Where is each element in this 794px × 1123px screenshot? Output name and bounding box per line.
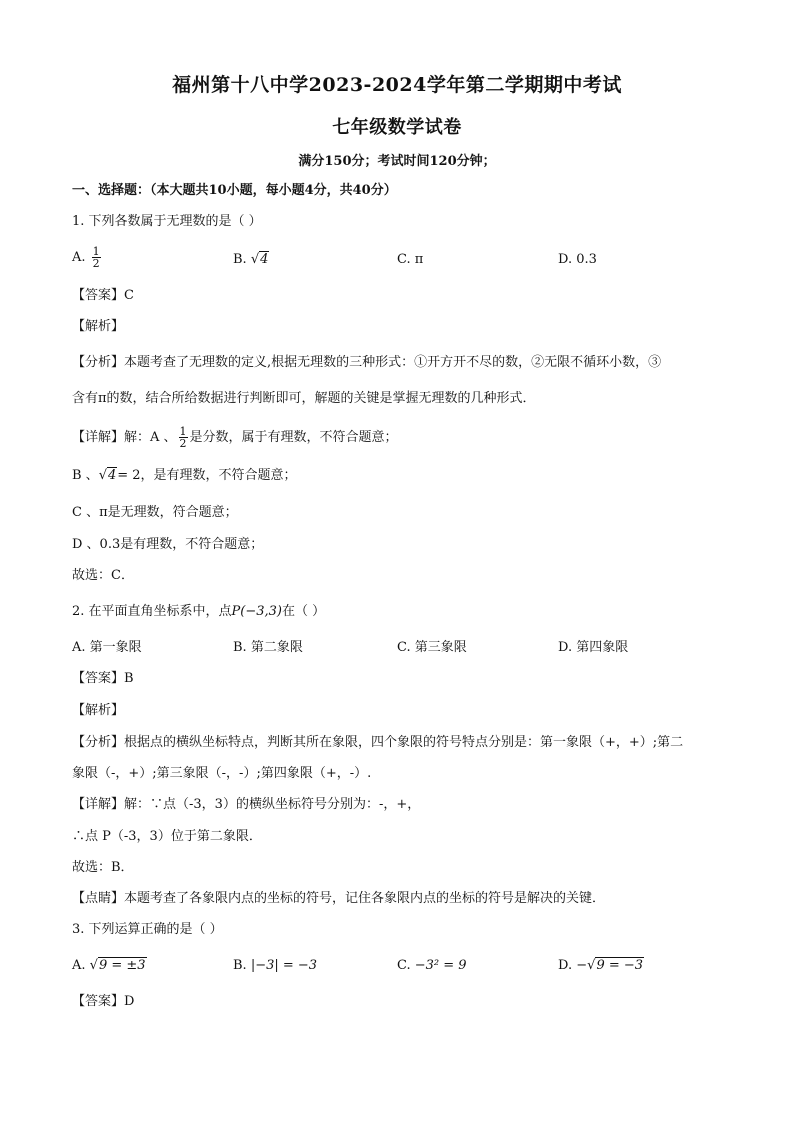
q1-answer: 【答案】C [72, 288, 134, 303]
q2-dianjing: 【点睛】本题考查了各象限内点的坐标的符号，记住各象限内点的坐标的符号是解决的关键． [72, 891, 606, 906]
q3-stem: 3. 下列运算正确的是（ ） [72, 922, 223, 937]
q1-fenxi-1: 【分析】本题考查了无理数的定义,根据无理数的三种形式：①开方开不尽的数，②无限不循环小数，③ [72, 355, 662, 370]
exam-title: 福州第十八中学2023-2024学年第二学期期中考试 [172, 74, 622, 96]
q1-xiangjie-d: D 、0.3是有理数，不符合题意； [72, 537, 264, 552]
section-heading: 一、选择题：（本大题共10小题，每小题4分，共40分） [72, 183, 397, 198]
q1-xiangjie-a: 【详解】解：A 、 $\frac{1}{2}$ 是分数，属于有理数，不符合题意； [72, 425, 398, 450]
q1-conclusion: 故选：C． [72, 568, 134, 583]
sqrt-expression: √9 = ±3 [89, 958, 146, 973]
q3-option-d: D. −√9 = −3 [558, 958, 644, 973]
q2-option-a: A. 第一象限 [72, 640, 142, 655]
q1-option-d: D. 0.3 [558, 252, 597, 267]
q3-option-c: C. −3² = 9 [397, 958, 467, 973]
q2-stem: 2. 在平面直角坐标系中，点P(−3,3)在（ ） [72, 604, 326, 619]
q2-xiangjie-2: ∴点 P（-3，3）位于第二象限． [72, 829, 262, 844]
exam-subtitle: 七年级数学试卷 [332, 117, 462, 138]
q2-fenxi-2: 象限（-，+）;第三象限（-，-）;第四象限（+，-）. [72, 766, 372, 781]
sqrt-expression: √9 = −3 [587, 958, 644, 973]
fraction: $\frac{1}{2}$ [179, 425, 187, 450]
q1-analysis-tag: 【解析】 [72, 319, 125, 334]
q2-option-c: C. 第三象限 [397, 640, 467, 655]
q2-answer: 【答案】B [72, 671, 134, 686]
sqrt-expression: √4 [98, 468, 117, 483]
q3-option-a: A. √9 = ±3 [72, 958, 146, 973]
q2-fenxi-1: 【分析】根据点的横纵坐标特点，判断其所在象限，四个象限的符号特点分别是：第一象限（+，+）;第二 [72, 735, 684, 750]
q1-option-a: A. $\frac{1}{2}$ [72, 245, 100, 270]
q1-fenxi-2: 含有π的数，结合所给数据进行判断即可，解题的关键是掌握无理数的几种形式． [72, 391, 536, 406]
sqrt-expression: √4 [250, 252, 269, 267]
q2-option-b: B. 第二象限 [233, 640, 303, 655]
q1-xiangjie-b: B 、√4= 2，是有理数，不符合题意； [72, 468, 297, 483]
q3-option-b: B. |−3| = −3 [233, 958, 318, 973]
fraction: $\frac{1}{2}$ [92, 245, 100, 270]
exam-info: 满分150分；考试时间120分钟； [298, 154, 496, 169]
q1-option-c: C. π [397, 252, 424, 267]
q2-analysis-tag: 【解析】 [72, 703, 125, 718]
q1-stem: 1. 下列各数属于无理数的是（ ） [72, 214, 262, 229]
q3-answer: 【答案】D [72, 994, 135, 1009]
q2-xiangjie-1: 【详解】解：∵点（-3，3）的横纵坐标符号分别为：-，+， [72, 797, 421, 812]
q1-option-b: B. √4 [233, 252, 269, 267]
q2-option-d: D. 第四象限 [558, 640, 629, 655]
q2-conclusion: 故选：B． [72, 860, 134, 875]
q1-xiangjie-c: C 、π是无理数，符合题意； [72, 505, 238, 520]
